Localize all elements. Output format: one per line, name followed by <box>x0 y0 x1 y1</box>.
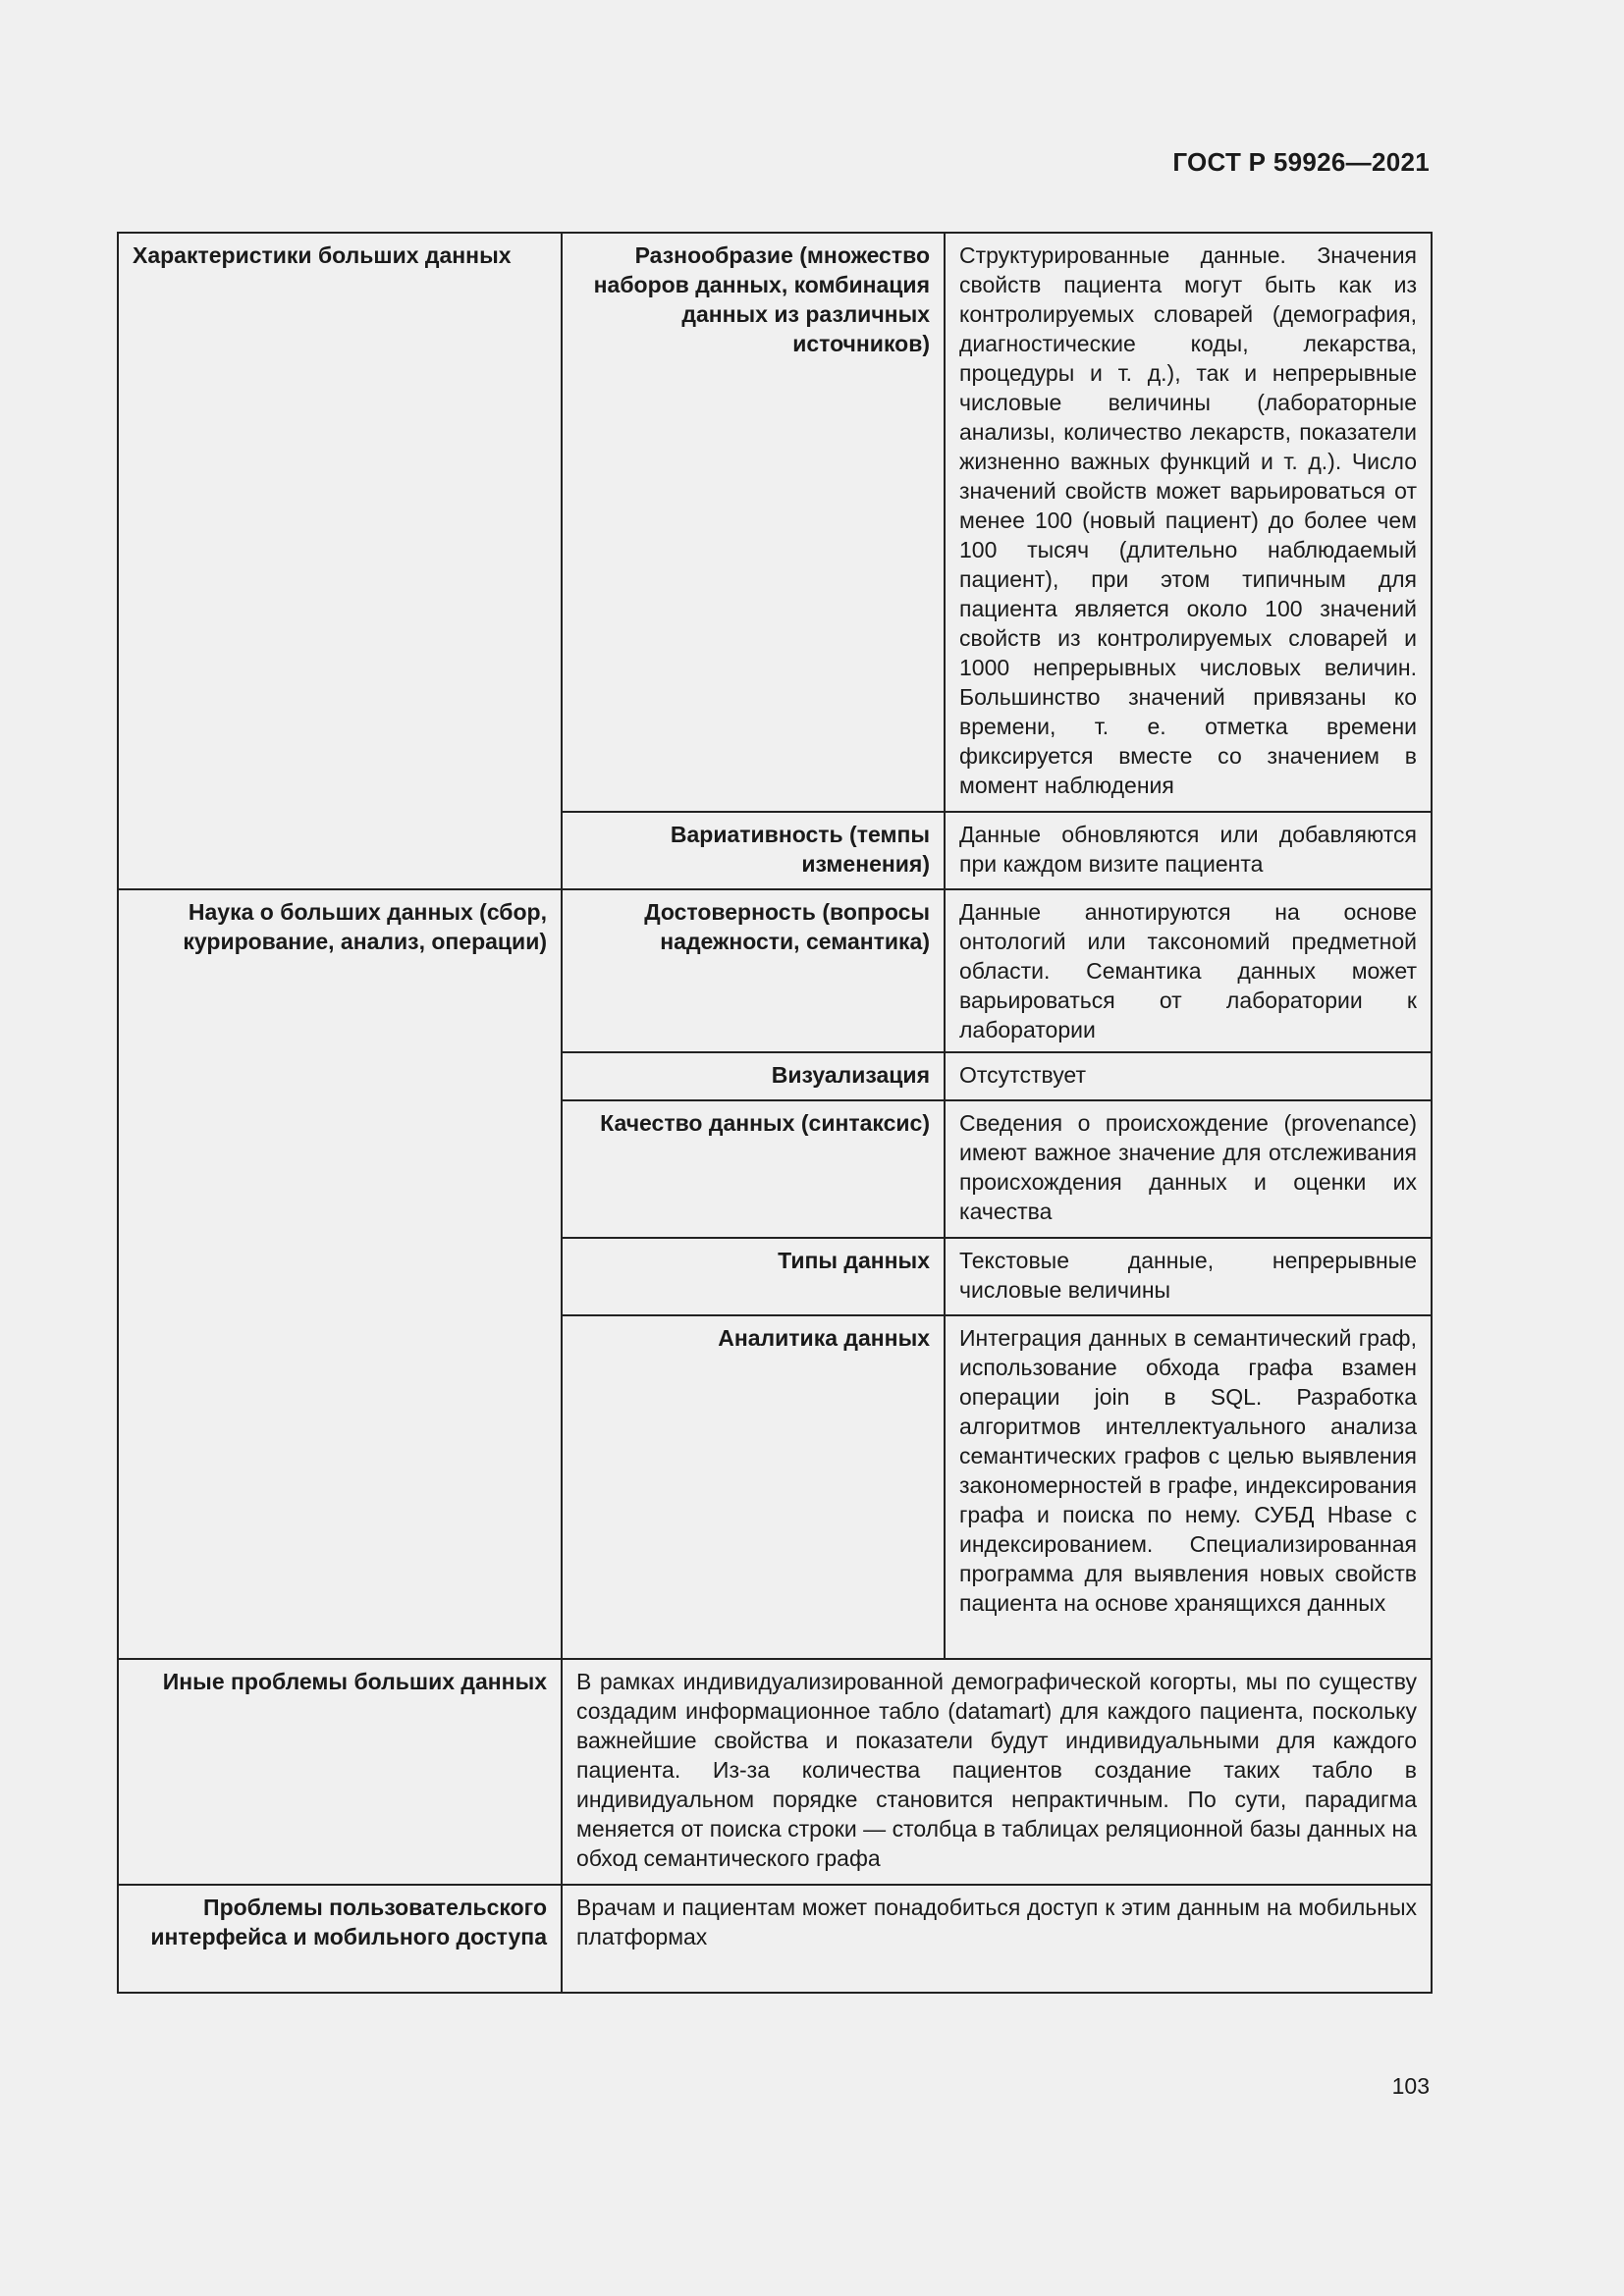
row-description: Сведения о происхождение (provenance) имеют важное значение для отслеживания происхождения данных и оценки их качества <box>945 1100 1432 1238</box>
row-description: Данные обновляются или добавляются при каждом визите пациента <box>945 812 1432 889</box>
ui-problems-label: Проблемы пользовательского интерфейса и мобильного доступа <box>118 1885 562 1993</box>
table-row <box>118 889 1432 1052</box>
table-row <box>118 1885 1432 1993</box>
table-row <box>118 233 1432 812</box>
row-label: Качество данных (синтаксис) <box>562 1100 945 1238</box>
row-description: Интеграция данных в семантический граф, использование обхода графа взамен операции join в SQL. Разработка алгоритмов интеллектуального анализа семантических графов с целью выявления закономерностей в графе, индексирования графа и поиска по нему. СУБД Hbase с индексированием. Специализированная программа для выявления новых свойств пациента на основе хранящихся данных <box>945 1315 1432 1659</box>
row-label: Разнообразие (множество наборов данных, комбинация данных из различных источников) <box>562 233 945 812</box>
row-description: Структурированные данные. Значения свойств пациента могут быть как из контролируемых словарей (демография, диагностические коды, лекарства, процедуры и т. д.), так и непрерывные числовые величины (лабораторные анализы, количество лекарств, показатели жизненно важных функций и т. д.). Число значений свойств может варьироваться от менее 100 (новый пациент) до более чем 100 тысяч (длительно наблюдаемый пациент), при этом типичным для пациента является около 100 значений свойств из контролируемых словарей и 1000 непрерывных числовых величин. Большинство значений привязаны ко времени, т. е. отметка времени фиксируется вместе со значением в момент наблюдения <box>945 233 1432 812</box>
row-label: Типы данных <box>562 1238 945 1315</box>
row-description: Отсутствует <box>945 1052 1432 1100</box>
row-label: Вариативность (темпы изменения) <box>562 812 945 889</box>
page-number: 103 <box>1391 2073 1430 2099</box>
document-id: ГОСТ Р 59926—2021 <box>1172 147 1430 177</box>
row-label: Достоверность (вопросы надежности, семантика) <box>562 889 945 1052</box>
other-problems-description: В рамках индивидуализированной демографической когорты, мы по существу создадим информационное табло (datamart) для каждого пациента, поскольку важнейшие свойства и показатели будут индивидуальными для каждого пациента. Из-за количества пациентов создание таких табло в индивидуальном порядке становится непрактичным. По сути, парадигма меняется от поиска строки — столбца в таблицах реляционной базы данных на обход семантического графа <box>562 1659 1432 1885</box>
group-label-characteristics: Характеристики больших данных <box>118 233 562 889</box>
characteristics-table <box>117 232 1433 1994</box>
row-label: Визуализация <box>562 1052 945 1100</box>
row-label: Аналитика данных <box>562 1315 945 1659</box>
row-description: Текстовые данные, непрерывные числовые величины <box>945 1238 1432 1315</box>
group-label-science: Наука о больших данных (сбор, курирование, анализ, операции) <box>118 889 562 1659</box>
other-problems-label: Иные проблемы больших данных <box>118 1659 562 1885</box>
table-row <box>118 1659 1432 1885</box>
row-description: Данные аннотируются на основе онтологий или таксономий предметной области. Семантика данных может варьироваться от лаборатории к лаборатории <box>945 889 1432 1052</box>
ui-problems-description: Врачам и пациентам может понадобиться доступ к этим данным на мобильных платформах <box>562 1885 1432 1993</box>
